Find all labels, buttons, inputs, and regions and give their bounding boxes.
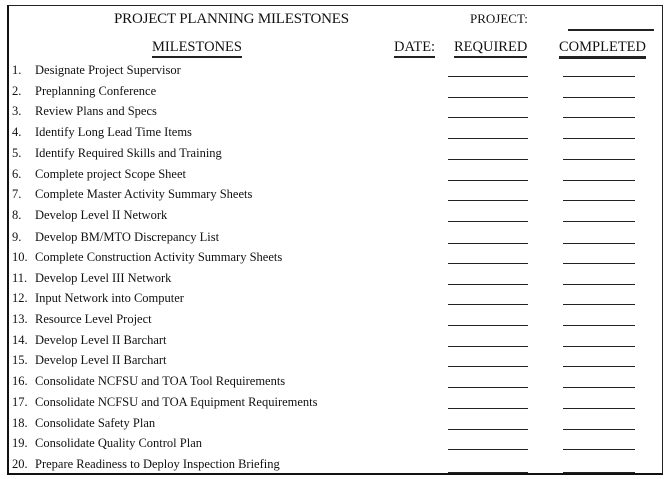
- completed-date-field[interactable]: [563, 387, 635, 388]
- milestone-label: Consolidate Safety Plan: [35, 416, 156, 430]
- milestone-row: [0, 271, 669, 292]
- milestone-number: 13.: [12, 312, 28, 326]
- required-date-field[interactable]: [448, 346, 528, 347]
- milestone-label: Prepare Readiness to Deploy Inspection Briefing: [35, 457, 280, 471]
- column-header-milestones: MILESTONES: [152, 39, 242, 58]
- required-date-field[interactable]: [448, 472, 528, 473]
- milestone-label: Complete Construction Activity Summary Sheets: [35, 250, 283, 264]
- completed-date-field[interactable]: [563, 200, 635, 201]
- required-date-field[interactable]: [448, 263, 528, 264]
- required-date-field[interactable]: [448, 76, 528, 77]
- required-date-field[interactable]: [448, 117, 528, 118]
- required-date-field[interactable]: [448, 366, 528, 367]
- milestone-number: 16.: [12, 374, 28, 388]
- milestone-row: [0, 395, 669, 416]
- required-date-field[interactable]: [448, 138, 528, 139]
- completed-date-field[interactable]: [563, 138, 635, 139]
- required-date-field[interactable]: [448, 243, 528, 244]
- milestone-number: 2.: [12, 84, 22, 98]
- milestone-label: Complete Master Activity Summary Sheets: [35, 187, 253, 201]
- milestone-label: Complete project Scope Sheet: [35, 167, 187, 181]
- milestone-number: 7.: [12, 187, 22, 201]
- milestone-number: 5.: [12, 146, 22, 160]
- form-title: PROJECT PLANNING MILESTONES: [114, 11, 349, 27]
- milestone-row: [0, 146, 669, 167]
- required-date-field[interactable]: [448, 284, 528, 285]
- project-label: PROJECT:: [470, 11, 528, 26]
- completed-date-field[interactable]: [563, 180, 635, 181]
- milestone-number: 18.: [12, 416, 28, 430]
- completed-date-field[interactable]: [563, 304, 635, 305]
- milestone-label: Develop Level III Network: [35, 271, 172, 285]
- completed-date-field[interactable]: [563, 346, 635, 347]
- milestone-number: 1.: [12, 63, 22, 77]
- milestone-label: Designate Project Supervisor: [35, 63, 181, 77]
- completed-date-field[interactable]: [563, 117, 635, 118]
- column-header-required: REQUIRED: [454, 39, 527, 58]
- milestone-row: [0, 63, 669, 84]
- milestone-label: Identify Required Skills and Training: [35, 146, 222, 160]
- milestone-row: [0, 291, 669, 312]
- milestone-row: [0, 353, 669, 374]
- milestone-number: 3.: [12, 104, 22, 118]
- milestone-number: 6.: [12, 167, 22, 181]
- required-date-field[interactable]: [448, 408, 528, 409]
- completed-date-field[interactable]: [563, 325, 635, 326]
- milestone-row: [0, 230, 669, 251]
- completed-date-field[interactable]: [563, 97, 635, 98]
- milestone-label: Consolidate NCFSU and TOA Tool Requirements: [35, 374, 286, 388]
- milestone-row: [0, 187, 669, 208]
- required-date-field[interactable]: [448, 221, 528, 222]
- completed-date-field[interactable]: [563, 472, 635, 473]
- required-date-field[interactable]: [448, 180, 528, 181]
- milestone-row: [0, 333, 669, 354]
- milestone-number: 14.: [12, 333, 28, 347]
- completed-date-field[interactable]: [563, 243, 635, 244]
- milestone-row: [0, 416, 669, 437]
- required-date-field[interactable]: [448, 449, 528, 450]
- completed-date-field[interactable]: [563, 284, 635, 285]
- required-date-field[interactable]: [448, 200, 528, 201]
- milestone-label: Identify Long Lead Time Items: [35, 125, 192, 139]
- milestone-row: [0, 250, 669, 271]
- required-date-field[interactable]: [448, 159, 528, 160]
- milestone-row: [0, 125, 669, 146]
- milestone-number: 15.: [12, 353, 28, 367]
- milestone-label: Develop Level II Network: [35, 208, 168, 222]
- milestone-row: [0, 457, 669, 478]
- completed-date-field[interactable]: [563, 76, 635, 77]
- milestone-row: [0, 84, 669, 105]
- milestone-number: 4.: [12, 125, 22, 139]
- milestone-number: 10.: [12, 250, 28, 264]
- milestone-label: Develop BM/MTO Discrepancy List: [35, 230, 220, 244]
- completed-date-field[interactable]: [563, 366, 635, 367]
- completed-date-field[interactable]: [563, 159, 635, 160]
- milestone-row: [0, 436, 669, 457]
- milestone-number: 19.: [12, 436, 28, 450]
- milestone-label: Input Network into Computer: [35, 291, 184, 305]
- completed-date-field[interactable]: [563, 449, 635, 450]
- milestone-number: 9.: [12, 230, 22, 244]
- milestone-label: Resource Level Project: [35, 312, 152, 326]
- milestone-number: 8.: [12, 208, 22, 222]
- column-header-date: DATE:: [394, 39, 435, 58]
- milestone-row: [0, 374, 669, 395]
- milestone-number: 11.: [12, 271, 28, 285]
- completed-date-field[interactable]: [563, 263, 635, 264]
- milestone-label: Preplanning Conference: [35, 84, 157, 98]
- milestone-label: Develop Level II Barchart: [35, 353, 167, 367]
- milestone-label: Consolidate Quality Control Plan: [35, 436, 203, 450]
- completed-date-field[interactable]: [563, 429, 635, 430]
- completed-date-field[interactable]: [563, 408, 635, 409]
- required-date-field[interactable]: [448, 429, 528, 430]
- column-header-completed: COMPLETED: [559, 39, 646, 59]
- milestone-row: [0, 104, 669, 125]
- required-date-field[interactable]: [448, 97, 528, 98]
- milestone-number: 17.: [12, 395, 28, 409]
- milestone-label: Review Plans and Specs: [35, 104, 157, 118]
- milestone-label: Consolidate NCFSU and TOA Equipment Requirements: [35, 395, 318, 409]
- milestone-number: 20.: [12, 457, 28, 471]
- required-date-field[interactable]: [448, 304, 528, 305]
- milestone-label: Develop Level II Barchart: [35, 333, 167, 347]
- milestone-number: 12.: [12, 291, 28, 305]
- milestone-row: [0, 167, 669, 188]
- milestone-row: [0, 208, 669, 229]
- required-date-field[interactable]: [448, 325, 528, 326]
- milestone-row: [0, 312, 669, 333]
- required-date-field[interactable]: [448, 387, 528, 388]
- completed-date-field[interactable]: [563, 221, 635, 222]
